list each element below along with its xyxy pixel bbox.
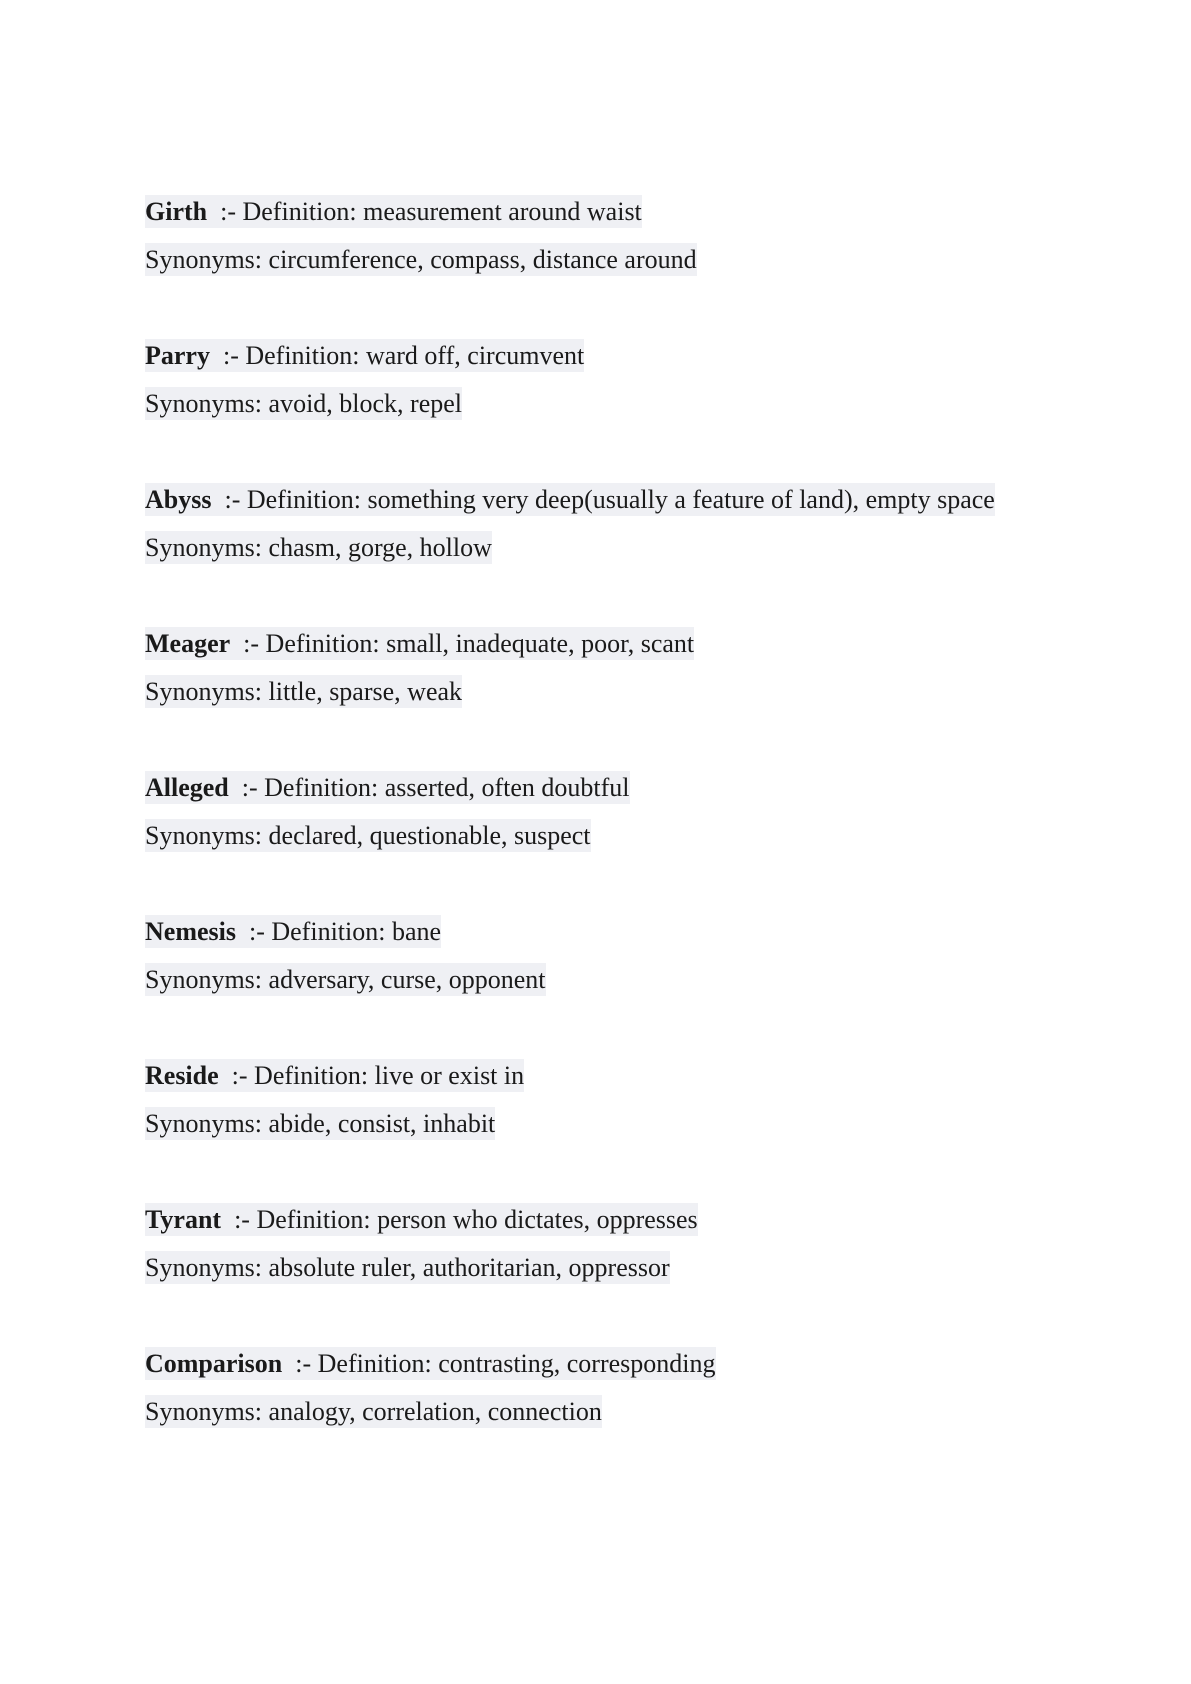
vocab-entry (145, 764, 1065, 860)
definition-line (145, 1196, 1065, 1244)
term: Comparison (145, 1349, 283, 1378)
vocab-entry (145, 1052, 1065, 1148)
definition-text: something very deep(usually a feature of land), empty space (367, 485, 995, 514)
definition-line (145, 764, 1065, 812)
vocab-entry (145, 1196, 1065, 1292)
synonyms-prefix: Synonyms: (145, 1397, 269, 1426)
definition-text: bane (391, 917, 442, 946)
definition-line (145, 188, 1065, 236)
definition-prefix: :- Definition: (220, 197, 364, 226)
vocab-entry (145, 476, 1065, 572)
synonyms-line (145, 1100, 1065, 1148)
synonyms-text: circumference, compass, distance around (268, 245, 697, 274)
synonyms-prefix: Synonyms: (145, 389, 269, 418)
vocab-entry (145, 332, 1065, 428)
definition-text: small, inadequate, poor, scant (386, 629, 695, 658)
vocab-entry (145, 620, 1065, 716)
synonyms-text: little, sparse, weak (268, 677, 463, 706)
synonyms-line (145, 1244, 1065, 1292)
definition-text: person who dictates, oppresses (377, 1205, 698, 1234)
synonyms-prefix: Synonyms: (145, 1109, 269, 1138)
synonyms-line (145, 236, 1065, 284)
term: Alleged (145, 773, 229, 802)
synonyms-text: analogy, correlation, connection (268, 1397, 602, 1426)
definition-prefix: :- Definition: (248, 917, 392, 946)
synonyms-line (145, 812, 1065, 860)
synonyms-prefix: Synonyms: (145, 245, 269, 274)
term: Girth (145, 197, 208, 226)
synonyms-text: abide, consist, inhabit (268, 1109, 496, 1138)
definition-text: asserted, often doubtful (384, 773, 630, 802)
term: Tyrant (145, 1205, 222, 1234)
definition-prefix: :- Definition: (222, 341, 366, 370)
definition-prefix: :- Definition: (234, 1205, 378, 1234)
definition-text: ward off, circumvent (365, 341, 585, 370)
definition-prefix: :- Definition: (241, 773, 385, 802)
term: Reside (145, 1061, 219, 1090)
definition-text: contrasting, corresponding (438, 1349, 716, 1378)
definition-text: live or exist in (374, 1061, 525, 1090)
term: Parry (145, 341, 210, 370)
definition-line (145, 476, 1065, 524)
term: Meager (145, 629, 231, 658)
definition-line (145, 332, 1065, 380)
vocab-entry (145, 188, 1065, 284)
term: Abyss (145, 485, 212, 514)
synonyms-text: chasm, gorge, hollow (268, 533, 492, 562)
synonyms-prefix: Synonyms: (145, 821, 269, 850)
synonyms-line (145, 956, 1065, 1004)
synonyms-text: avoid, block, repel (268, 389, 463, 418)
vocab-entry (145, 1340, 1065, 1436)
synonyms-prefix: Synonyms: (145, 533, 269, 562)
synonyms-prefix: Synonyms: (145, 677, 269, 706)
definition-line (145, 1340, 1065, 1388)
synonyms-line (145, 1388, 1065, 1436)
synonyms-text: adversary, curse, opponent (268, 965, 546, 994)
vocabulary-list (145, 188, 1065, 1484)
definition-text: measurement around waist (363, 197, 642, 226)
synonyms-text: absolute ruler, authoritarian, oppressor (268, 1253, 670, 1282)
vocab-entry (145, 908, 1065, 1004)
definition-line (145, 1052, 1065, 1100)
definition-prefix: :- Definition: (224, 485, 368, 514)
synonyms-line (145, 380, 1065, 428)
synonyms-prefix: Synonyms: (145, 965, 269, 994)
term: Nemesis (145, 917, 236, 946)
definition-line (145, 908, 1065, 956)
synonyms-text: declared, questionable, suspect (268, 821, 591, 850)
definition-prefix: :- Definition: (295, 1349, 439, 1378)
synonyms-line (145, 668, 1065, 716)
definition-line (145, 620, 1065, 668)
synonyms-prefix: Synonyms: (145, 1253, 269, 1282)
definition-prefix: :- Definition: (243, 629, 387, 658)
synonyms-line (145, 524, 1065, 572)
definition-prefix: :- Definition: (231, 1061, 375, 1090)
